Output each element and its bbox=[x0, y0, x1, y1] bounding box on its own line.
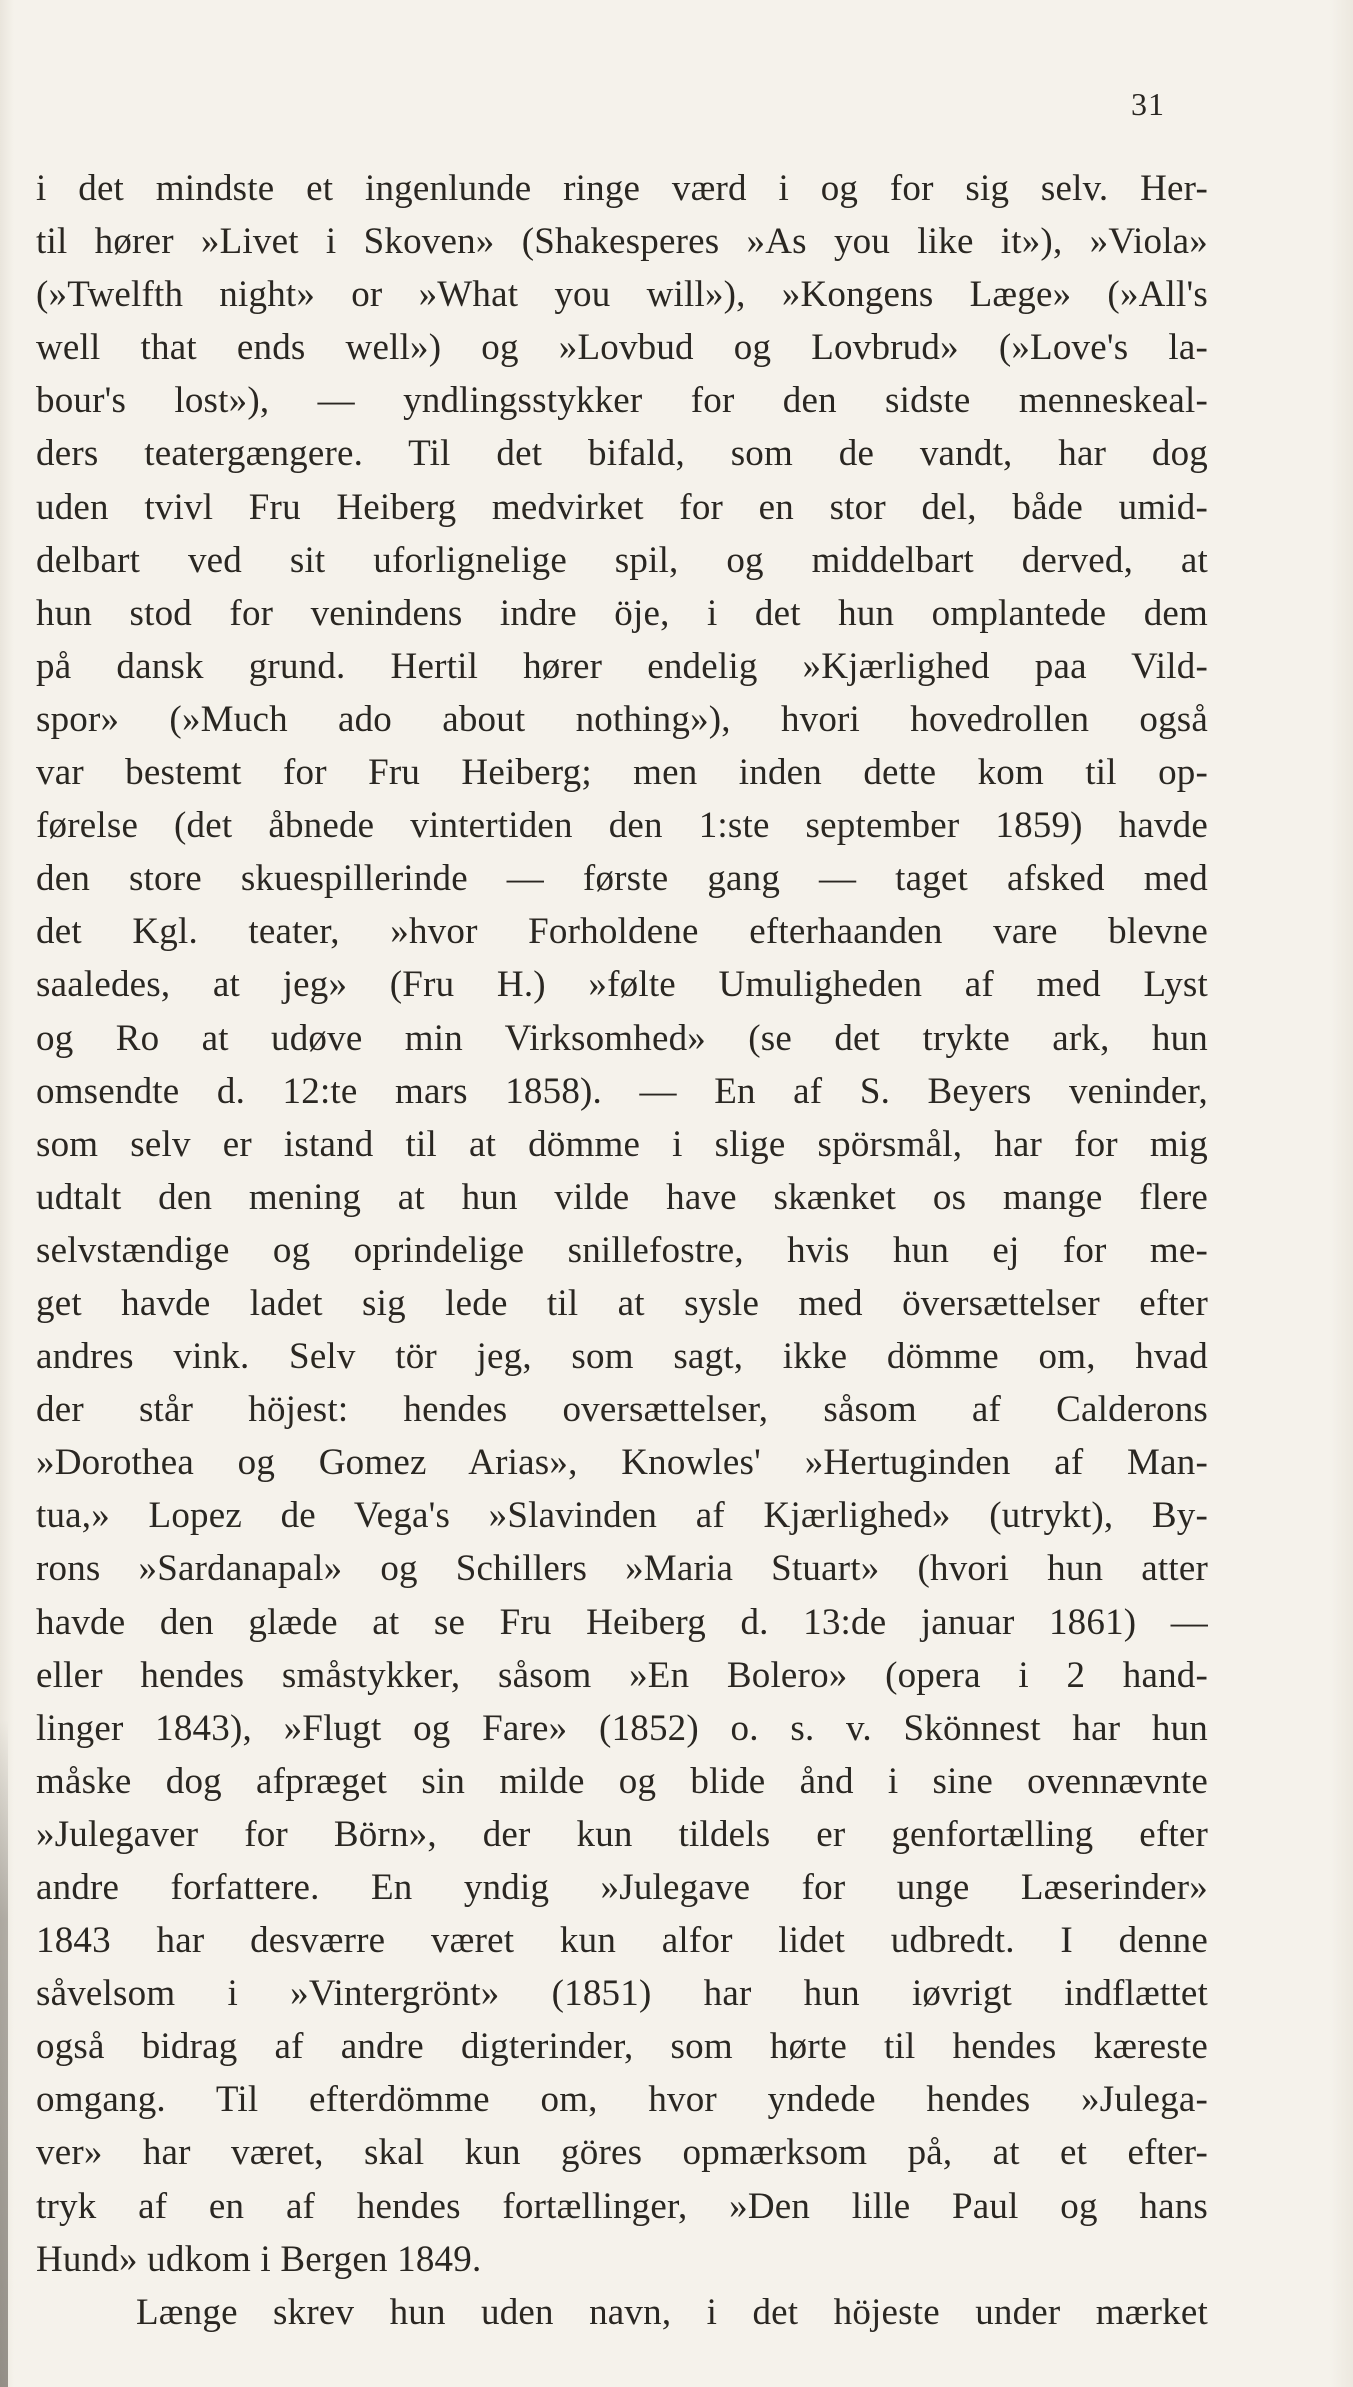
text-line: uden tvivl Fru Heiberg medvirket for en stor del, både umid- bbox=[36, 486, 1208, 528]
text-line: udtalt den mening at hun vilde have skænket os mange flere bbox=[36, 1176, 1208, 1218]
text-line: andre forfattere. En yndig »Julegave for unge Læserinder» bbox=[36, 1867, 1208, 1908]
text-line: spor» (»Much ado about nothing»), hvori hovedrollen også bbox=[36, 698, 1208, 740]
text-line: Hund» udkom i Bergen 1849. bbox=[36, 2238, 482, 2280]
text-line: selvstændige og oprindelige snillefostre, hvis hun ej for me- bbox=[36, 1229, 1208, 1271]
text-line: 1843 har desværre været kun alfor lidet udbredt. I denne bbox=[36, 1920, 1208, 1962]
text-line: var bestemt for Fru Heiberg; men inden dette kom til op- bbox=[36, 752, 1208, 794]
text-line: førelse (det åbnede vintertiden den 1:ste september 1859) havde bbox=[36, 805, 1208, 847]
text-line: Længe skrev hun uden navn, i det höjeste under mærket bbox=[136, 2291, 1208, 2333]
page-number: 31 bbox=[1131, 86, 1165, 122]
text-line: ver» har været, skal kun göres opmærksom på, at et efter- bbox=[36, 2132, 1208, 2174]
text-line: well that ends well») og »Lovbud og Lovbrud» (»Love's la- bbox=[36, 327, 1208, 369]
text-line: eller hendes småstykker, såsom »En Bolero» (opera i 2 hand- bbox=[36, 1654, 1208, 1696]
text-line: rons »Sardanapal» og Schillers »Maria Stuart» (hvori hun atter bbox=[36, 1548, 1208, 1590]
paragraph bbox=[36, 162, 1208, 2286]
text-line: måske dog afpræget sin milde og blide ånd i sine ovennævnte bbox=[36, 1760, 1208, 1802]
text-line: hun stod for venindens indre öje, i det hun omplantede dem bbox=[36, 592, 1208, 634]
text-line: havde den glæde at se Fru Heiberg d. 13:de januar 1861) — bbox=[36, 1601, 1208, 1643]
text-line: omsendte d. 12:te mars 1858). — En af S. Beyers veninder, bbox=[36, 1070, 1208, 1112]
text-line: linger 1843), »Flugt og Fare» (1852) o. s. v. Skönnest har hun bbox=[36, 1707, 1208, 1749]
text-line: »Julegaver for Börn», der kun tildels er genfortælling efter bbox=[36, 1813, 1208, 1855]
text-line: get havde ladet sig lede til at sysle med översættelser efter bbox=[36, 1282, 1208, 1324]
text-line: delbart ved sit uforlignelige spil, og middelbart derved, at bbox=[36, 539, 1208, 581]
text-line: (»Twelfth night» or »What you will»), »Kongens Læge» (»All's bbox=[36, 274, 1208, 316]
text-line: det Kgl. teater, »hvor Forholdene efterhaanden vare blevne bbox=[36, 911, 1208, 953]
text-line: »Dorothea og Gomez Arias», Knowles' »Hertuginden af Man- bbox=[36, 1442, 1208, 1484]
text-line: til hører »Livet i Skoven» (Shakesperes »As you like it»), »Viola» bbox=[36, 221, 1208, 263]
text-line: bour's lost»), — yndlingsstykker for den sidste menneskeal- bbox=[36, 380, 1208, 422]
paragraph bbox=[36, 2286, 1208, 2339]
text-line: andres vink. Selv tör jeg, som sagt, ikke dömme om, hvad bbox=[36, 1336, 1208, 1378]
text-line: den store skuespillerinde — første gang — taget afsked med bbox=[36, 858, 1208, 900]
text-line: tua,» Lopez de Vega's »Slavinden af Kjærlighed» (utrykt), By- bbox=[36, 1495, 1208, 1537]
text-line: og Ro at udøve min Virksomhed» (se det trykte ark, hun bbox=[36, 1017, 1208, 1059]
text-line: såvelsom i »Vintergrönt» (1851) har hun iøvrigt indflættet bbox=[36, 1973, 1208, 2015]
text-line: saaledes, at jeg» (Fru H.) »følte Umuligheden af med Lyst bbox=[36, 964, 1208, 1006]
page-binding-shadow bbox=[0, 1720, 8, 2387]
text-line: i det mindste et ingenlunde ringe værd i og for sig selv. Her- bbox=[36, 168, 1208, 209]
body-text bbox=[36, 162, 1208, 2339]
text-line: på dansk grund. Hertil hører endelig »Kjærlighed paa Vild- bbox=[36, 645, 1208, 687]
text-line: der står höjest: hendes oversættelser, såsom af Calderons bbox=[36, 1389, 1208, 1431]
text-line: tryk af en af hendes fortællinger, »Den lille Paul og hans bbox=[36, 2185, 1208, 2227]
text-line: ders teatergængere. Til det bifald, som de vandt, har dog bbox=[36, 433, 1208, 475]
text-line: også bidrag af andre digterinder, som hørte til hendes kæreste bbox=[36, 2026, 1208, 2068]
text-line: omgang. Til efterdömme om, hvor yndede hendes »Julega- bbox=[36, 2079, 1208, 2121]
text-line: som selv er istand til at dömme i slige spörsmål, har for mig bbox=[36, 1123, 1208, 1165]
